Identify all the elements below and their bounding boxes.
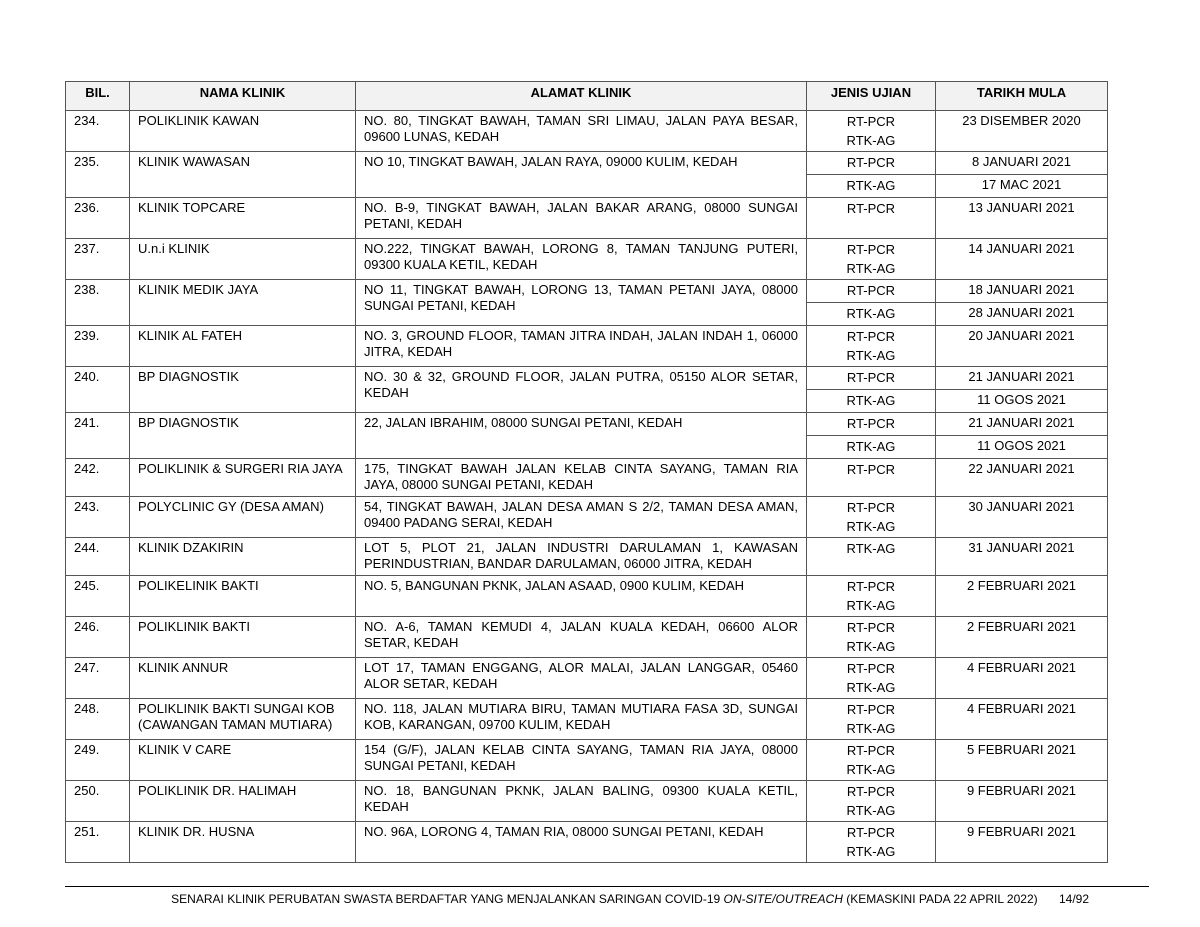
row-number: 237. <box>66 239 130 280</box>
test-type <box>807 198 936 239</box>
test-type-line: RT-PCR <box>846 155 896 170</box>
row-number: 244. <box>66 538 130 576</box>
clinic-address: NO. 118, JALAN MUTIARA BIRU, TAMAN MUTIARA FASA 3D, SUNGAI KOB, KARANGAN, 09700 KULIM, KEDAH <box>356 699 807 740</box>
table-row <box>66 576 1108 617</box>
row-number: 251. <box>66 822 130 863</box>
row-number: 249. <box>66 740 130 781</box>
clinic-name: BP DIAGNOSTIK <box>130 413 356 459</box>
start-date: 14 JANUARI 2021 <box>936 239 1108 280</box>
clinic-name: KLINIK ANNUR <box>130 658 356 699</box>
table-row <box>66 198 1108 239</box>
row-number: 243. <box>66 497 130 538</box>
test-type <box>807 436 936 459</box>
test-type-line: RTK-AG <box>846 843 896 859</box>
start-date: 5 FEBRUARI 2021 <box>936 740 1108 781</box>
test-type <box>807 740 936 781</box>
start-date: 4 FEBRUARI 2021 <box>936 658 1108 699</box>
row-number: 250. <box>66 781 130 822</box>
test-type-line: RTK-AG <box>846 132 896 148</box>
table-row <box>66 740 1108 781</box>
test-type <box>807 576 936 617</box>
test-type-line: RTK-AG <box>846 439 896 454</box>
page-footer <box>65 892 1089 906</box>
start-date: 2 FEBRUARI 2021 <box>936 617 1108 658</box>
clinic-address: NO 11, TINGKAT BAWAH, LORONG 13, TAMAN PETANI JAYA, 08000 SUNGAI PETANI, KEDAH <box>356 280 807 326</box>
test-type <box>807 239 936 280</box>
test-type-line: RT-PCR <box>846 579 896 594</box>
test-type-line: RTK-AG <box>846 518 896 534</box>
test-type <box>807 413 936 436</box>
clinic-address: 22, JALAN IBRAHIM, 08000 SUNGAI PETANI, KEDAH <box>356 413 807 459</box>
test-type-line: RTK-AG <box>846 306 896 321</box>
start-date: 11 OGOS 2021 <box>936 436 1108 459</box>
start-date: 4 FEBRUARI 2021 <box>936 699 1108 740</box>
row-number: 242. <box>66 459 130 497</box>
test-type <box>807 822 936 863</box>
test-type-line: RT-PCR <box>846 416 896 431</box>
table-row <box>66 781 1108 822</box>
start-date: 30 JANUARI 2021 <box>936 497 1108 538</box>
header-nama-klinik: NAMA KLINIK <box>130 82 356 111</box>
row-number: 234. <box>66 111 130 152</box>
row-number: 239. <box>66 326 130 367</box>
start-date: 9 FEBRUARI 2021 <box>936 781 1108 822</box>
clinic-name: POLIKLINIK KAWAN <box>130 111 356 152</box>
footer-divider <box>65 886 1149 887</box>
clinic-name: POLIKLINIK BAKTI SUNGAI KOB (CAWANGAN TAMAN MUTIARA) <box>130 699 356 740</box>
test-type-line: RT-PCR <box>846 283 896 298</box>
test-type-line: RT-PCR <box>846 242 896 257</box>
test-type <box>807 303 936 326</box>
row-number: 245. <box>66 576 130 617</box>
test-type-line: RTK-AG <box>846 679 896 695</box>
start-date: 17 MAC 2021 <box>936 175 1108 198</box>
footer-title <box>171 892 1037 906</box>
footer-text-italic: ON-SITE/OUTREACH <box>723 892 843 906</box>
clinic-name: KLINIK DR. HUSNA <box>130 822 356 863</box>
clinic-name: KLINIK AL FATEH <box>130 326 356 367</box>
test-type-line: RT-PCR <box>846 201 896 216</box>
test-type-line: RT-PCR <box>846 620 896 635</box>
test-type-line: RT-PCR <box>846 661 896 676</box>
clinic-address: NO. A-6, TAMAN KEMUDI 4, JALAN KUALA KEDAH, 06600 ALOR SETAR, KEDAH <box>356 617 807 658</box>
table-body <box>66 111 1108 863</box>
table-row <box>66 699 1108 740</box>
test-type <box>807 175 936 198</box>
test-type-line: RTK-AG <box>846 761 896 777</box>
header-tarikh-mula: TARIKH MULA <box>936 82 1108 111</box>
test-type-line: RTK-AG <box>846 720 896 736</box>
row-number: 240. <box>66 367 130 413</box>
test-type <box>807 699 936 740</box>
table-row <box>66 617 1108 658</box>
test-type <box>807 280 936 303</box>
test-type-line: RT-PCR <box>846 743 896 758</box>
header-alamat-klinik: ALAMAT KLINIK <box>356 82 807 111</box>
test-type-line: RT-PCR <box>846 702 896 717</box>
clinic-address: NO. 30 & 32, GROUND FLOOR, JALAN PUTRA, 05150 ALOR SETAR, KEDAH <box>356 367 807 413</box>
test-type <box>807 617 936 658</box>
clinic-name: KLINIK V CARE <box>130 740 356 781</box>
test-type <box>807 781 936 822</box>
start-date: 23 DISEMBER 2020 <box>936 111 1108 152</box>
start-date: 21 JANUARI 2021 <box>936 367 1108 390</box>
start-date: 22 JANUARI 2021 <box>936 459 1108 497</box>
test-type-line: RTK-AG <box>846 260 896 276</box>
clinic-address: NO. 3, GROUND FLOOR, TAMAN JITRA INDAH, JALAN INDAH 1, 06000 JITRA, KEDAH <box>356 326 807 367</box>
row-number: 246. <box>66 617 130 658</box>
test-type <box>807 326 936 367</box>
test-type <box>807 658 936 699</box>
row-number: 247. <box>66 658 130 699</box>
table-row <box>66 111 1108 152</box>
footer-text-after: (KEMASKINI PADA 22 APRIL 2022) <box>842 892 1038 906</box>
clinic-address: NO 10, TINGKAT BAWAH, JALAN RAYA, 09000 KULIM, KEDAH <box>356 152 807 198</box>
start-date: 28 JANUARI 2021 <box>936 303 1108 326</box>
row-number: 236. <box>66 198 130 239</box>
test-type-line: RT-PCR <box>846 784 896 799</box>
table-row <box>66 413 1108 436</box>
clinic-address: LOT 17, TAMAN ENGGANG, ALOR MALAI, JALAN LANGGAR, 05460 ALOR SETAR, KEDAH <box>356 658 807 699</box>
table-row <box>66 822 1108 863</box>
start-date: 21 JANUARI 2021 <box>936 413 1108 436</box>
start-date: 11 OGOS 2021 <box>936 390 1108 413</box>
row-number: 238. <box>66 280 130 326</box>
test-type <box>807 497 936 538</box>
page-number: 14/92 <box>1058 892 1089 906</box>
test-type <box>807 390 936 413</box>
test-type-line: RTK-AG <box>846 347 896 363</box>
table-row <box>66 497 1108 538</box>
test-type-line: RT-PCR <box>846 462 896 477</box>
clinic-address: NO. 96A, LORONG 4, TAMAN RIA, 08000 SUNGAI PETANI, KEDAH <box>356 822 807 863</box>
test-type-line: RTK-AG <box>846 393 896 408</box>
test-type-line: RTK-AG <box>846 597 896 613</box>
header-jenis-ujian: JENIS UJIAN <box>807 82 936 111</box>
table-row <box>66 152 1108 175</box>
start-date: 18 JANUARI 2021 <box>936 280 1108 303</box>
table-row <box>66 538 1108 576</box>
clinic-address: 154 (G/F), JALAN KELAB CINTA SAYANG, TAMAN RIA JAYA, 08000 SUNGAI PETANI, KEDAH <box>356 740 807 781</box>
test-type-line: RT-PCR <box>846 370 896 385</box>
clinic-name: POLIKLINIK DR. HALIMAH <box>130 781 356 822</box>
table-row <box>66 459 1108 497</box>
clinic-address: NO.222, TINGKAT BAWAH, LORONG 8, TAMAN TANJUNG PUTERI, 09300 KUALA KETIL, KEDAH <box>356 239 807 280</box>
table-row <box>66 326 1108 367</box>
row-number: 235. <box>66 152 130 198</box>
clinic-address: LOT 5, PLOT 21, JALAN INDUSTRI DARULAMAN 1, KAWASAN PERINDUSTRIAN, BANDAR DARULAMAN, 06000 JITRA, KEDAH <box>356 538 807 576</box>
test-type-line: RTK-AG <box>846 802 896 818</box>
clinic-name: POLIKLINIK & SURGERI RIA JAYA <box>130 459 356 497</box>
clinic-name: KLINIK WAWASAN <box>130 152 356 198</box>
row-number: 241. <box>66 413 130 459</box>
table-row <box>66 280 1108 303</box>
test-type-line: RTK-AG <box>846 541 896 556</box>
row-number: 248. <box>66 699 130 740</box>
test-type <box>807 367 936 390</box>
clinic-name: KLINIK DZAKIRIN <box>130 538 356 576</box>
clinic-name: KLINIK TOPCARE <box>130 198 356 239</box>
table-row <box>66 367 1108 390</box>
clinic-address: NO. 18, BANGUNAN PKNK, JALAN BALING, 09300 KUALA KETIL, KEDAH <box>356 781 807 822</box>
footer-text-before: SENARAI KLINIK PERUBATAN SWASTA BERDAFTAR YANG MENJALANKAN SARINGAN COVID-19 <box>171 892 724 906</box>
clinic-address: NO. 5, BANGUNAN PKNK, JALAN ASAAD, 0900 KULIM, KEDAH <box>356 576 807 617</box>
start-date: 20 JANUARI 2021 <box>936 326 1108 367</box>
clinic-address: NO. B-9, TINGKAT BAWAH, JALAN BAKAR ARANG, 08000 SUNGAI PETANI, KEDAH <box>356 198 807 239</box>
clinic-name: POLIKELINIK BAKTI <box>130 576 356 617</box>
test-type <box>807 152 936 175</box>
clinic-table <box>65 81 1108 863</box>
test-type <box>807 111 936 152</box>
table-row <box>66 239 1108 280</box>
clinic-name: U.n.i KLINIK <box>130 239 356 280</box>
clinic-name: BP DIAGNOSTIK <box>130 367 356 413</box>
table-header-row <box>66 82 1108 111</box>
start-date: 2 FEBRUARI 2021 <box>936 576 1108 617</box>
test-type <box>807 459 936 497</box>
test-type-line: RT-PCR <box>846 825 896 840</box>
start-date: 8 JANUARI 2021 <box>936 152 1108 175</box>
header-bil: BIL. <box>66 82 130 111</box>
test-type-line: RTK-AG <box>846 638 896 654</box>
clinic-name: KLINIK MEDIK JAYA <box>130 280 356 326</box>
clinic-address: 175, TINGKAT BAWAH JALAN KELAB CINTA SAYANG, TAMAN RIA JAYA, 08000 SUNGAI PETANI, KEDAH <box>356 459 807 497</box>
clinic-address: 54, TINGKAT BAWAH, JALAN DESA AMAN S 2/2, TAMAN DESA AMAN, 09400 PADANG SERAI, KEDAH <box>356 497 807 538</box>
clinic-name: POLYCLINIC GY (DESA AMAN) <box>130 497 356 538</box>
clinic-address: NO. 80, TINGKAT BAWAH, TAMAN SRI LIMAU, JALAN PAYA BESAR, 09600 LUNAS, KEDAH <box>356 111 807 152</box>
clinic-name: POLIKLINIK BAKTI <box>130 617 356 658</box>
test-type <box>807 538 936 576</box>
test-type-line: RT-PCR <box>846 500 896 515</box>
start-date: 9 FEBRUARI 2021 <box>936 822 1108 863</box>
start-date: 31 JANUARI 2021 <box>936 538 1108 576</box>
test-type-line: RT-PCR <box>846 114 896 129</box>
start-date: 13 JANUARI 2021 <box>936 198 1108 239</box>
test-type-line: RT-PCR <box>846 329 896 344</box>
table-row <box>66 658 1108 699</box>
test-type-line: RTK-AG <box>846 178 896 193</box>
